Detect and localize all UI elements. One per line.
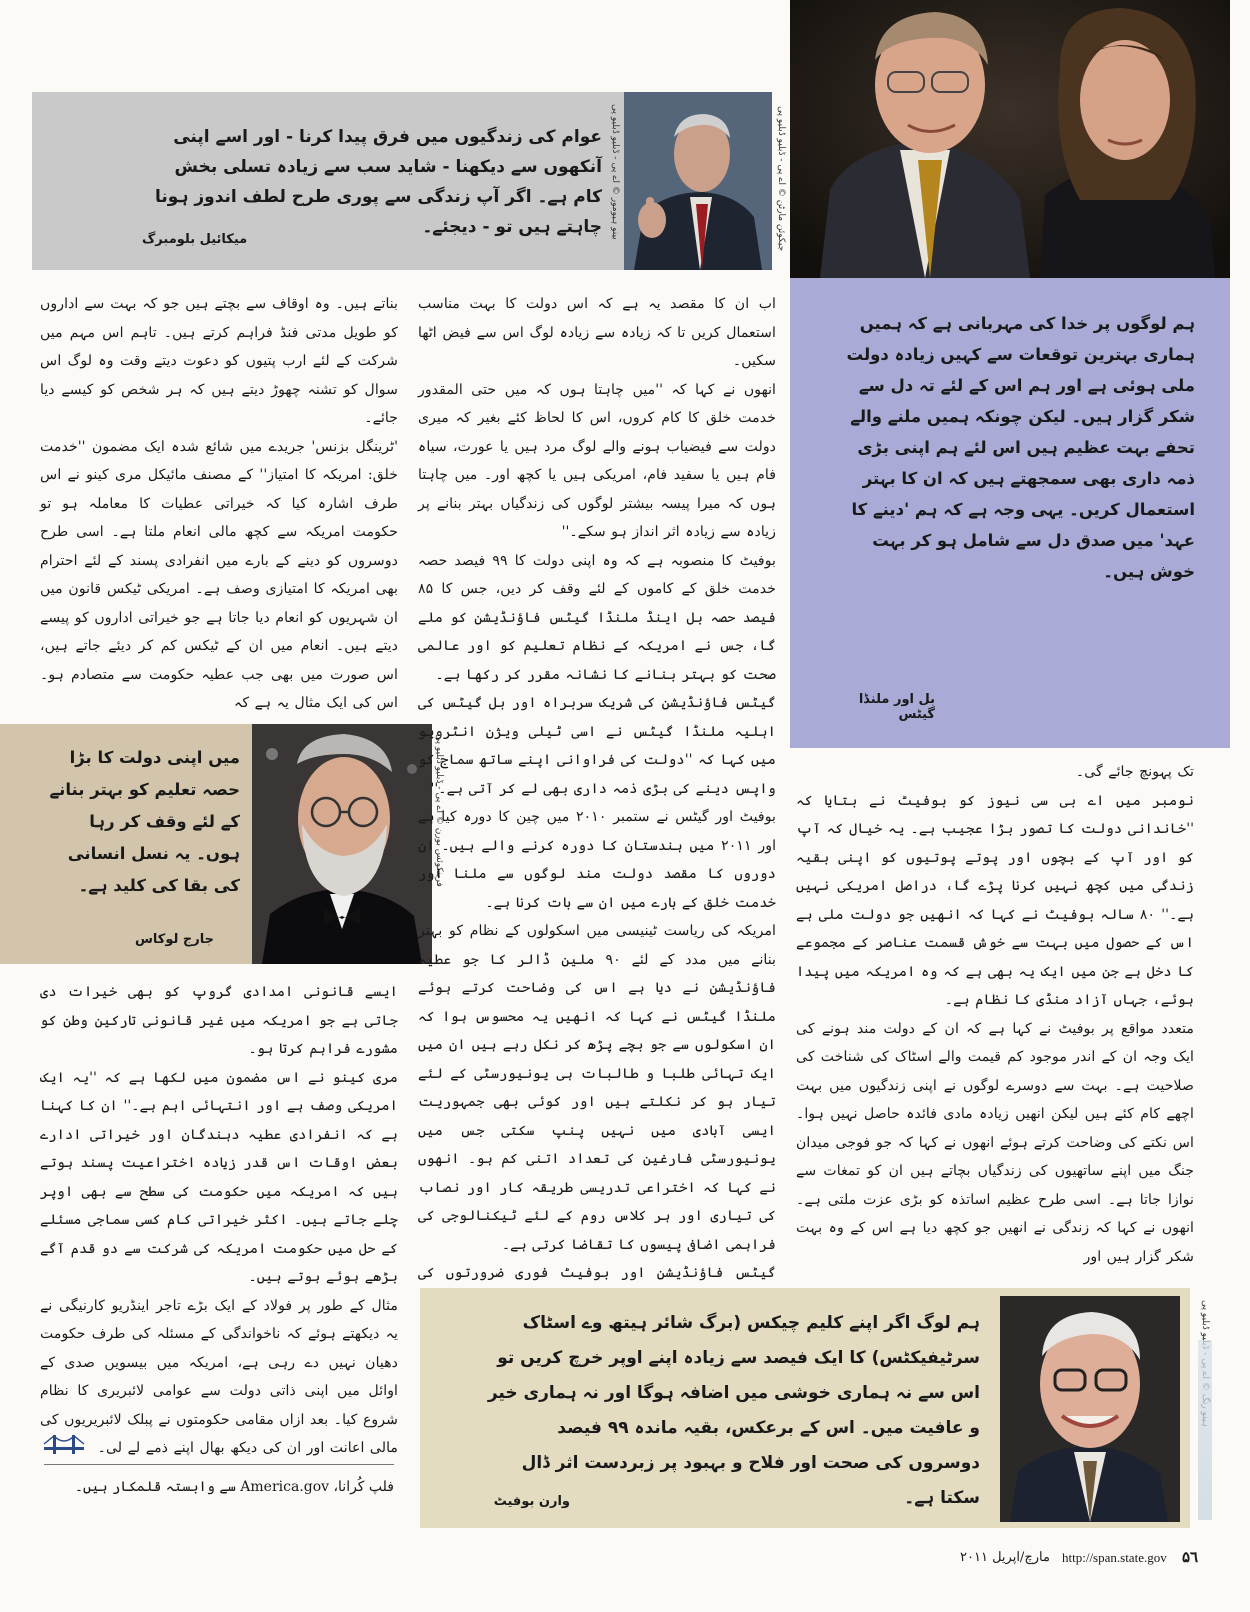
left-column-bottom [40,978,398,1456]
bloomberg-quote-author: میکائیل بلومبرگ [142,232,248,247]
middle-col-para: امریکہ کی ریاست ٹینیسی میں اسکولوں کے نظام کو بہتر بنانے میں مدد کے لئے ۹۰ ملین ڈالر کا جو عطیہ فاؤنڈیشن نے دیا ہے اس کی وضاحت کرتے ہوئے ملنڈا گیٹس نے کہا کہ انھیں یہ محسوس ہوا کہ ان اسکولوں سے جو بچے پڑھ کر نکل رہے ہیں ان میں ایک تہائی طلبا و طالبات ہی یونیورسٹی کے لئے تیار ہو کر نکلتے ہیں اور کوئی بھی جمہوریت ایسی آبادی میں نہیں پنپ سکتی جس میں یونیورسٹی فارغین کی تعداد اتنی کم ہو۔ انھوں نے کہا کہ اختراعی تدریسی طریقہ کار اور نصاب کی تیاری اور ہر کلاس روم کے لئے ٹیکنالوجی کی فراہمی اضافی پیسوں کا تقاضا کرتی ہے۔ [418,923,776,1253]
middle-col-para: انھوں نے کہا کہ ''میں چاہتا ہوں کہ میں حتی المقدور خدمت خلق کا کام کروں، اس کا لحاظ کئے بغیر کہ میری دولت سے فیضیاب ہونے والے لوگ مرد ہیں یا عورت، سیاہ فام ہیں یا سفید فام، امریکی ہیں یا کچھ اور۔ میں چاہتا ہوں کہ میرا پیسہ بیشتر لوگوں کی زندگیاں بہتر بنانے پر زیادہ سے زیادہ اثر انداز ہو سکے۔'' [418,381,776,540]
lucas-photo [252,724,432,964]
lucas-photo-credit: فرینکوئس بورن © اے پی - ڈبلیو ڈبلیو پی [434,734,444,887]
right-col-para: نومبر میں اے بی سی نیوز کو بوفیٹ نے بتایا کہ ''خاندانی دولت کا تصور بڑا عجیب ہے۔ یہ خیال کہ آپ کو اور آپ کے بچوں اور پوتے پوتیوں کو اپنی بقیہ زندگی میں کچھ نہیں کرنا پڑے گا، دراصل امریکی نہیں ہے۔'' ۸۰ سالہ بوفیٹ نے کہا کہ انھیں جو دولت ملی ہے اس کے حصول میں بہت سے خوش قسمت عناصر کے مجموعے کا دخل ہے جن میں ایک یہ بھی ہے کہ وہ امریکہ میں پیدا ہوئے، جہاں آزاد منڈی کا نظام ہے۔ [796,792,1195,1008]
right-col-para: متعدد مواقع پر بوفیٹ نے کہا ہے کہ ان کے دولت مند ہونے کی ایک وجہ ان کے اندر موجود کم قیمت والے اسٹاک کی شناخت کی صلاحیت ہے۔ بہت سے دوسرے لوگوں نے اپنی زندگیوں میں بہت اچھے کام کئے ہیں لیکن انھیں زیادہ مادی فائدہ حاصل نہیں ہوا۔ اس نکتے کی وضاحت کرتے ہوئے انھوں نے کہا کہ جو فوجی میدان جنگ میں اپنے ساتھیوں کی زندگیاں بچاتے ہیں ان کو تمغات سے نوازا جاتا ہے۔ اسی طرح عظیم اساتذہ کو بڑی عزت ملتی ہے۔ انھوں نے کہا کہ زندگی نے انھیں جو کچھ دیا ہے اس کے وہ بہت شکر گزار ہیں اور [796,1020,1194,1265]
gates-photo-credit: جیکوئن مارٹن © اے پی - ڈبلیو ڈبلیو پی [776,106,786,252]
middle-col-para: بوفیٹ اور گیٹس نے ستمبر ۲۰۱۰ میں چین کا دورہ کیا ہے اور ۲۰۱۱ میں ہندستان کا دورہ کرنے والے ہیں۔ ان دوروں کا مقصد دولت مند لوگوں سے ملنا اور خدمت خلق کے بارے میں ان سے بات کرنا ہے۔ [418,809,777,911]
buffett-quote-box [420,1288,1190,1528]
right-col-para: تک پہونچ جائے گی۔ [1075,764,1194,780]
bridge-icon-svg [44,1432,84,1454]
gates-photo [790,0,1230,278]
middle-col-para: گیٹس فاؤنڈیشن کی شریک سربراہ اور بل گیٹس کی اہلیہ ملنڈا گیٹس نے اسی ٹیلی ویژن انٹرویو میں کہا کہ ''دولت کی فراوانی اپنے ساتھ سماج کو واپس دینے کی بڑی ذمہ داری بھی لے کر آتی ہے۔'' [418,695,776,797]
buffett-quote-author: وارن بوفیٹ [493,1494,570,1509]
bloomberg-quote-text: عوام کی زندگیوں میں فرق پیدا کرنا - اور اسے اپنی آنکھوں سے دیکھنا - شاید سب سے زیادہ تسلی بخش کام ہے۔ اگر آپ زندگی سے پوری طرح لطف اندوز ہونا چاہتے ہیں تو - دیجئے۔ [155,127,602,237]
lucas-quote-author: جارج لوکاس [134,932,214,947]
middle-col-para: بوفیٹ کا منصوبہ ہے کہ وہ اپنی دولت کا ۹۹ فیصد حصہ خدمت خلق کے کاموں کے لئے وقف کر دیں، جس کا ۸۵ فیصد حصہ بل اینڈ ملنڈا گیٹس فاؤنڈیشن کو ملے گا، جس نے امریکہ کے نظام تعلیم کو اور عالمی صحت کو بہتر بنانے کا نشانہ مقرر کر رکھا ہے۔ [418,552,776,683]
bloomberg-quote-box [32,92,772,270]
footer-issue: مارچ/اپریل ۲۰۱۱ [960,1550,1050,1565]
bridge-icon [44,1432,84,1454]
left-col-para: مثال کے طور پر فولاد کے ایک بڑے تاجر اینڈریو کارنیگی نے یہ دیکھتے ہوئے کہ ناخواندگی کے مسئلہ کی طرف حکومت دھیان نہیں دے رہی ہے، امریکہ میں بیسویں صدی کے اوائل میں اپنی ذاتی دولت سے عوامی لائبریری کا نظام شروع کیا۔ بعد ازاں مقامی حکومتوں نے پبلک لائبریریوں کی مالی اعانت اور ان کی دیکھ بھال اپنے ذمے لے لی۔ [40,1297,398,1456]
left-col-para: ایسے قانونی امدادی گروپ کو بھی خیرات دی جاتی ہے جو امریکہ میں غیر قانونی تارکین وطن کو مشورے فراہم کرتا ہو۔ [40,984,398,1057]
footer [960,1546,1210,1570]
bloomberg-photo-illustration [624,92,772,270]
byline-divider [44,1464,394,1465]
edge-watermark [1198,1340,1212,1520]
bloomberg-photo [624,92,772,270]
middle-column [418,290,777,1281]
gates-quote-author: بل اور ملنڈا گیٹس [858,692,935,722]
footer-page-number: ۵٦ [1182,1550,1199,1566]
gates-quote-box [790,278,1230,748]
gates-photo-illustration [790,0,1230,278]
left-col-para: بناتے ہیں۔ وہ اوقاف سے بچتے ہیں جو کہ بہت سے اداروں کو طویل مدتی فنڈ فراہم کرتے ہیں۔ تاہم اس مہم میں شرکت کے لئے ارب پتیوں کو دعوت دیتے وقت وہ لوگ اس سوال کو تشنہ چھوڑ دیتے ہیں کہ ہر شخص کو کیسے دیا جائے۔ [40,296,398,426]
lucas-quote-text: میں اپنی دولت کا بڑا حصہ تعلیم کو بہتر بنانے کے لئے وقف کر رہا ہوں۔ یہ نسل انسانی کی بقا کی کلید ہے۔ [49,748,240,895]
lucas-quote-box [0,724,444,964]
left-col-para: مری کینو نے اس مضمون میں لکھا ہے کہ ''یہ ایک امریکی وصف ہے اور انتہائی اہم ہے۔'' ان کا کہنا ہے کہ انفرادی عطیہ دہندگان اور خیراتی ادارے بعض اوقات اس قدر زیادہ اختراعیت پسند ہوتے ہیں کہ امریکہ میں حکومت کی سطح سے بھی اوپر چلے جاتے ہیں۔ اکثر خیراتی کام کسی سماجی مسئلے کے حل میں حکومت امریکہ کی شرکت سے دو قدم آگے بڑھے ہوئے ہوتے ہیں۔ [40,1069,398,1285]
buffett-photo-illustration [1000,1296,1180,1522]
right-column [796,758,1194,1272]
left-column-top [40,290,398,716]
middle-col-para: اب ان کا مقصد یہ ہے کہ اس دولت کا بہت مناسب استعمال کریں تا کہ زیادہ سے زیادہ لوگ اس سے فیض اٹھا سکیں۔ [418,296,776,369]
lucas-photo-illustration [252,724,432,964]
byline-author: فلپ کُرانا، [333,1479,394,1495]
byline-site: America.gov [240,1479,330,1495]
footer-url[interactable]: http://span.state.gov [1062,1550,1167,1565]
bloomberg-photo-credit: بینو ہیومور © اے پی - ڈبلیو ڈبلیو پی [610,104,620,240]
left-col-para: 'ٹرینگل بزنس' جریدے میں شائع شدہ ایک مضمون ''خدمت خلق: امریکہ کا امتیاز'' کے مصنف مائیکل مری کینو نے اس طرف اشارہ کیا کہ خیراتی عطیات کا معاملہ ہو تو حکومت امریکہ سے کچھ مالی انعام ملتا ہے۔ اسی طرح دوسروں کو دینے کے بارے میں انفرادی پسند کے لئے احترام بھی امریکہ کا امتیازی وصف ہے۔ امریکی ٹیکس قانون میں ان شہریوں کو انعام دیا جاتا ہے جو خیراتی اداروں کو پیسے دیتے ہیں۔ انعام میں ان کے ٹیکس کم کر دیئے جاتے ہیں، اس صورت میں بھی جب عطیہ حکومت سے متصادم ہو۔ اس کی ایک مثال یہ ہے کہ [40,438,398,711]
byline [44,1474,394,1500]
byline-role: سے وابستہ قلمکار ہیں۔ [74,1479,236,1495]
middle-col-para: گیٹس فاؤنڈیشن اور بوفیٹ فوری ضرورتوں کی [418,1265,776,1281]
buffett-quote-text: ہم لوگ اگر اپنے کلیم چیکس (برگ شائر ہیتھ وے اسٹاک سرٹیفیکٹس) کا ایک فیصد سے زیادہ اپنے اوپر خرچ کریں تو اس سے نہ ہماری خوشی میں اضافہ ہوگا اور نہ ہماری خیر و عافیت میں۔ اس کے برعکس، بقیہ ماندہ ۹۹ فیصد دوسروں کی صحت اور فلاح و بہبود پر زبردست اثر ڈال سکتا ہے۔ [487,1313,980,1508]
gates-quote-text: ہم لوگوں پر خدا کی مہربانی ہے کہ ہمیں ہماری بہترین توقعات سے کہیں زیادہ دولت ملی ہوئی ہے اور ہم اس کے لئے تہ دل سے شکر گزار ہیں۔ لیکن چونکہ ہمیں ملنے والے تحفے بہت عظیم ہیں اس لئے ہم اپنی بڑی ذمہ داری بھی سمجھتے ہیں کہ ان کا بہتر استعمال کریں۔ یہی وجہ ہے کہ ہم 'دینے کا عہد' میں صدق دل سے شامل ہو کر بہت خوش ہیں۔ [846,314,1195,581]
buffett-photo [1000,1296,1180,1522]
